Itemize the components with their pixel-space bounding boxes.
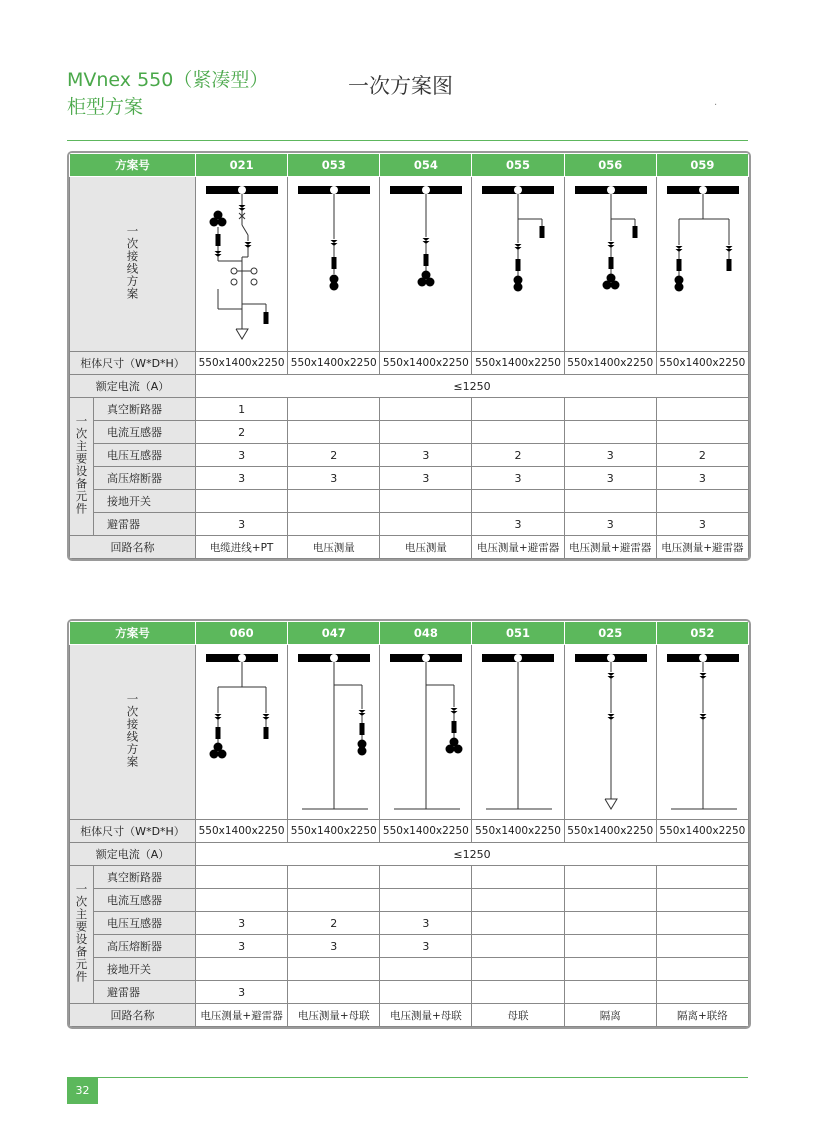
page-subtitle: 一次方案图 [348, 74, 453, 98]
single-line-diagram [288, 179, 380, 349]
scheme-no: 048 [380, 622, 472, 645]
scheme-no: 056 [564, 154, 656, 177]
size-value: 550x1400x2250 [564, 352, 656, 375]
component-count [472, 421, 564, 444]
component-count [656, 421, 748, 444]
component-count: 2 [196, 421, 288, 444]
component-count [472, 866, 564, 889]
diagram-059 [656, 177, 748, 352]
component-count: 3 [288, 935, 380, 958]
diagram-label: 一次接线方案 [125, 693, 140, 768]
component-row-fuse [70, 935, 749, 958]
component-count: 3 [656, 513, 748, 536]
component-count [288, 398, 380, 421]
component-count [380, 490, 472, 513]
component-count: 3 [380, 467, 472, 490]
single-line-diagram [196, 179, 288, 349]
rated-current-row [70, 375, 749, 398]
components-group-label: 一次主要设备元件 [74, 883, 89, 983]
component-count: 3 [380, 444, 472, 467]
diagram-row [70, 177, 749, 352]
component-label: 避雷器 [94, 513, 196, 536]
scheme-no: 052 [656, 622, 748, 645]
size-value: 550x1400x2250 [656, 352, 748, 375]
component-count [288, 981, 380, 1004]
rated-current-value: ≤1250 [196, 843, 749, 866]
component-count: 3 [380, 912, 472, 935]
diagram-055 [472, 177, 564, 352]
diagram-025 [564, 645, 656, 820]
component-count: 2 [656, 444, 748, 467]
size-value: 550x1400x2250 [288, 352, 380, 375]
footer-divider [98, 1077, 748, 1078]
diagram-021 [196, 177, 288, 352]
circuit-name: 隔离 [564, 1004, 656, 1027]
size-value: 550x1400x2250 [380, 820, 472, 843]
component-count: 3 [288, 467, 380, 490]
rated-current-value: ≤1250 [196, 375, 749, 398]
size-label: 柜体尺寸（W*D*H） [70, 820, 196, 843]
title-line-1: MVnex 550（紧凑型） [67, 69, 269, 91]
component-count [380, 421, 472, 444]
component-count: 3 [196, 467, 288, 490]
rated-current-row [70, 843, 749, 866]
single-line-diagram [288, 647, 380, 817]
component-count: 3 [380, 935, 472, 958]
component-count [656, 889, 748, 912]
component-count: 3 [564, 513, 656, 536]
circuit-name: 电压测量+避雷器 [564, 536, 656, 559]
diagram-label-cell [70, 177, 196, 352]
component-row-vt [70, 912, 749, 935]
diagram-056 [564, 177, 656, 352]
component-count [380, 889, 472, 912]
single-line-diagram [657, 647, 749, 817]
size-value: 550x1400x2250 [196, 352, 288, 375]
component-label: 电压互感器 [94, 912, 196, 935]
component-label: 接地开关 [94, 958, 196, 981]
circuit-name: 电压测量 [288, 536, 380, 559]
component-count [472, 935, 564, 958]
size-row [70, 820, 749, 843]
diagram-048 [380, 645, 472, 820]
component-count [472, 981, 564, 1004]
component-count: 3 [472, 467, 564, 490]
component-label: 真空断路器 [94, 398, 196, 421]
component-count [656, 958, 748, 981]
size-row [70, 352, 749, 375]
component-count [196, 958, 288, 981]
component-count [656, 935, 748, 958]
component-count [288, 958, 380, 981]
component-label: 电流互感器 [94, 421, 196, 444]
component-count [380, 513, 472, 536]
size-value: 550x1400x2250 [380, 352, 472, 375]
circuit-name: 电压测量+母联 [380, 1004, 472, 1027]
component-count: 3 [472, 513, 564, 536]
components-group-label: 一次主要设备元件 [74, 415, 89, 515]
scheme-no: 053 [288, 154, 380, 177]
component-label: 电压互感器 [94, 444, 196, 467]
component-count: 3 [564, 444, 656, 467]
single-line-diagram [380, 647, 472, 817]
component-count: 2 [288, 912, 380, 935]
circuit-name: 电压测量+避雷器 [472, 536, 564, 559]
component-count [196, 490, 288, 513]
component-row-vcb [70, 398, 749, 421]
component-count [196, 889, 288, 912]
diagram-060 [196, 645, 288, 820]
component-row-arrester [70, 981, 749, 1004]
scheme-no-label: 方案号 [70, 154, 196, 177]
single-line-diagram [657, 179, 749, 349]
circuit-name-row [70, 536, 749, 559]
single-line-diagram [565, 647, 657, 817]
component-count [288, 490, 380, 513]
component-count [564, 866, 656, 889]
component-count [288, 889, 380, 912]
component-count [380, 981, 472, 1004]
component-count [656, 912, 748, 935]
size-value: 550x1400x2250 [288, 820, 380, 843]
scheme-no: 051 [472, 622, 564, 645]
component-count [472, 490, 564, 513]
scheme-no: 021 [196, 154, 288, 177]
component-count: 3 [196, 513, 288, 536]
diagram-label: 一次接线方案 [125, 225, 140, 300]
component-count [564, 398, 656, 421]
size-value: 550x1400x2250 [472, 820, 564, 843]
circuit-name: 隔离+联络 [656, 1004, 748, 1027]
component-count [196, 866, 288, 889]
diagram-label-cell [70, 645, 196, 820]
scheme-no: 047 [288, 622, 380, 645]
component-label: 高压熔断器 [94, 467, 196, 490]
component-label: 电流互感器 [94, 889, 196, 912]
component-count [564, 935, 656, 958]
component-count [288, 866, 380, 889]
component-count [656, 866, 748, 889]
component-count: 3 [656, 467, 748, 490]
component-count: 3 [196, 981, 288, 1004]
component-count [564, 958, 656, 981]
component-label: 避雷器 [94, 981, 196, 1004]
circuit-name: 电压测量+母联 [288, 1004, 380, 1027]
scheme-no: 055 [472, 154, 564, 177]
component-row-vcb [70, 866, 749, 889]
component-row-earth-switch [70, 958, 749, 981]
header-title [67, 67, 268, 121]
component-count [472, 398, 564, 421]
size-label: 柜体尺寸（W*D*H） [70, 352, 196, 375]
diagram-053 [288, 177, 380, 352]
component-row-ct [70, 889, 749, 912]
component-row-ct [70, 421, 749, 444]
diagram-052 [656, 645, 748, 820]
component-count [564, 889, 656, 912]
single-line-diagram [472, 179, 564, 349]
components-group-cell [70, 866, 94, 1004]
component-count: 3 [196, 444, 288, 467]
component-count [656, 981, 748, 1004]
component-count [380, 398, 472, 421]
component-label: 高压熔断器 [94, 935, 196, 958]
component-count: 2 [288, 444, 380, 467]
size-value: 550x1400x2250 [564, 820, 656, 843]
scheme-no: 060 [196, 622, 288, 645]
component-count [288, 513, 380, 536]
size-value: 550x1400x2250 [656, 820, 748, 843]
component-count [472, 958, 564, 981]
circuit-name-label: 回路名称 [70, 1004, 196, 1027]
component-count [564, 421, 656, 444]
scheme-no: 054 [380, 154, 472, 177]
scheme-table-1 [67, 151, 751, 561]
component-row-arrester [70, 513, 749, 536]
scheme-no: 059 [656, 154, 748, 177]
component-label: 真空断路器 [94, 866, 196, 889]
component-count: 3 [196, 935, 288, 958]
decorative-dot: · [714, 100, 718, 111]
component-count [380, 958, 472, 981]
rated-current-label: 额定电流（A） [70, 843, 196, 866]
component-label: 接地开关 [94, 490, 196, 513]
component-count: 3 [564, 467, 656, 490]
component-count [656, 398, 748, 421]
scheme-header-row [70, 622, 749, 645]
header-divider [67, 140, 748, 141]
component-count: 3 [196, 912, 288, 935]
single-line-diagram [196, 647, 288, 817]
component-count [564, 981, 656, 1004]
scheme-table-2 [67, 619, 751, 1029]
component-count: 1 [196, 398, 288, 421]
diagram-row [70, 645, 749, 820]
scheme-header-row [70, 154, 749, 177]
circuit-name: 电缆进线+PT [196, 536, 288, 559]
circuit-name: 母联 [472, 1004, 564, 1027]
components-group-cell [70, 398, 94, 536]
single-line-diagram [472, 647, 564, 817]
rated-current-label: 额定电流（A） [70, 375, 196, 398]
circuit-name: 电压测量+避雷器 [196, 1004, 288, 1027]
component-count [288, 421, 380, 444]
diagram-051 [472, 645, 564, 820]
component-count [380, 866, 472, 889]
single-line-diagram [380, 179, 472, 349]
circuit-name: 电压测量 [380, 536, 472, 559]
circuit-name-label: 回路名称 [70, 536, 196, 559]
component-count [564, 490, 656, 513]
size-value: 550x1400x2250 [196, 820, 288, 843]
diagram-047 [288, 645, 380, 820]
component-count [472, 889, 564, 912]
component-count: 2 [472, 444, 564, 467]
scheme-no-label: 方案号 [70, 622, 196, 645]
size-value: 550x1400x2250 [472, 352, 564, 375]
diagram-054 [380, 177, 472, 352]
scheme-no: 025 [564, 622, 656, 645]
circuit-name-row [70, 1004, 749, 1027]
page-number: 32 [67, 1077, 98, 1104]
single-line-diagram [565, 179, 657, 349]
circuit-name: 电压测量+避雷器 [656, 536, 748, 559]
component-row-vt [70, 444, 749, 467]
component-count [656, 490, 748, 513]
component-row-fuse [70, 467, 749, 490]
component-count [472, 912, 564, 935]
title-line-2: 柜型方案 [67, 96, 144, 118]
component-row-earth-switch [70, 490, 749, 513]
component-count [564, 912, 656, 935]
